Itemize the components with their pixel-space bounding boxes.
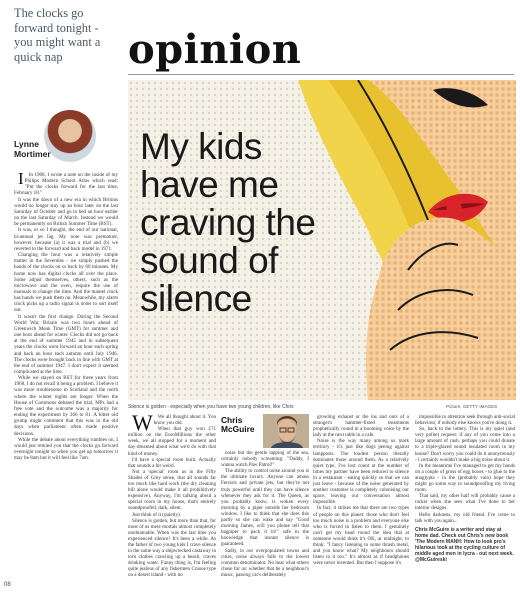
article-paragraph: When that guy won £71 million on the EuroMillions the other week, we all stopped for a moment and day-dreamed about what we'd do with that kind of money.	[128, 426, 216, 457]
article-paragraph: Noise is the way many among us mark territory - it's just like dogs peeing against lampposts. The loudest person literally dominates those around them. As a relatively quiet type, I've lost count at the number of times my partner have been reduced to silence in a restaurant - eating quickly so that we can just leave - because of the noise generated by another customer is completely colonising our space, leaving our conversation almost impossible.	[313, 438, 409, 506]
article-paragraph: Not a 'special' room as in the Fifty Shades of Grey sense, that all sounds far too much like hard work (the dry cleaning bill alone would make it all prohibitively expensive). Anyway, I'm talking about a special room in my house, that's entirely soundproofed, dark, silent.	[128, 468, 216, 512]
columnist-last-name: McGuire	[221, 424, 255, 434]
article-paragraph: I'd have a special room built. Actually that sounds a bit weird.	[128, 456, 216, 469]
left-paragraph: While the debate about everything rumbles on, I would just remind you that the clocks go forward overnight tonight so when you get up tomorrow it may be 8am but it will feel like 7am.	[14, 436, 118, 462]
article-paragraph: The ability to control noise around you is the ultimate luxury. Anyone can amass Ferraris and private jets, but they're not truly powerful until they can have silence whenever they ask for it. The Queen, as you probably know, is woken every morning by a piper outside her bedroom window. I like to think that she does this partly so she can wake and say "Good morning James, will you please tell that bagpiper to pack it in!" safe in the knowledge that instant silence is guaranteed.	[221, 468, 309, 548]
headline-line: have me	[140, 164, 279, 205]
article-paragraph: In the meantime I've managed to get my hands on a couple of gross of egg boxes - to glue to the anaglypta - in the (probably vain) hope they might go some way to soundproofing my living room.	[415, 462, 515, 494]
headline-line: craving the	[140, 202, 316, 243]
article-paragraph: Sadly, in our overpopulated towns and cities, noise always falls to the lowest common denominator. No hear what others chose for us: whether that be a neighbour's music, passing car's deliberately	[221, 547, 309, 578]
left-paragraph	[14, 169, 118, 197]
header-divider	[128, 74, 514, 75]
left-paragraph: It was, or so I thought, the end of our national, bi-annual jet lag. My note was premature, however, because (a) it was a trial and (b) we reverted to the forward and back model in 1971.	[14, 227, 118, 252]
drop-cap: W	[132, 410, 153, 435]
author-byline	[14, 140, 51, 159]
section-title: opinion	[128, 26, 302, 73]
headline-line: sound of	[140, 240, 278, 281]
article-column-1	[128, 410, 216, 579]
article-column-2	[221, 450, 309, 578]
columnist-bio: Chris McGuire is a writer and stay at home dad. Check out Chris's new book 'The Modern MANH: How to look pro's hilarious look at the cycling culture of middle aged men in lycra - out next week. @McGuireski	[415, 526, 514, 564]
article-paragraph: noise but the gentle lapping of the sea, certainly nobody screaming: "Daddy, I wanna watch Paw Patrol!"	[221, 450, 309, 469]
author-last-name: Mortimer	[14, 148, 51, 159]
left-column	[0, 0, 118, 598]
columnist-first-name: Chris	[221, 415, 243, 425]
article-column-3	[313, 414, 409, 566]
left-paragraph: It was the dawn of a new era in which Britons would no longer stay up an hour later on the last Saturday of October and go to bed an hour earlier on the last Saturday of March. Instead we would be permanently on British Summer Time (BST).	[14, 196, 118, 228]
article-paragraph: growling exhaust or the ins and outs of a stranger's hammer-fisted treatments prophetically round in a booming voice by the lady at the next table in a cafe.	[313, 414, 409, 439]
author-avatar	[44, 110, 96, 162]
article-paragraph: Hello darkness, my old friend. I've come to talk with you again...	[415, 511, 515, 524]
image-credit: Picture: GETTY IMAGES	[446, 404, 498, 409]
drop-cap: I	[18, 169, 24, 188]
headline-line: silence	[140, 278, 252, 319]
promo-headline: The clocks go forward tonight - you might want a quick nap	[14, 6, 101, 64]
left-article-body	[14, 169, 118, 462]
columnist-photo	[263, 414, 309, 448]
columnist-byline	[221, 416, 255, 434]
author-first-name: Lynne	[14, 139, 39, 149]
article-paragraph: impossible to attention seek through anti-social behaviour, if nobody else knows you're doing it.	[415, 414, 515, 427]
article-paragraph: Just think of it (quietly).	[132, 511, 181, 518]
article-headline	[140, 128, 340, 318]
article-paragraph-text: We all thought about it. You know you did.	[153, 414, 216, 427]
article-column-4	[415, 414, 515, 563]
page-number: 08	[4, 582, 11, 588]
headline-line: My kids	[140, 126, 262, 167]
left-paragraph: Changing the hour was a relatively simple matter in the Seventies - we simply pushed the hands of the clocks on or back by 60 minutes. My home now has digital clocks all over the place. Some adjust themselves, others, such as the microwave and the oven, require the use of manuals to change the time. And the mantel clock has hands we push them on. Meanwhile, my alarm clock picks up a radio signal in order to sort itself out.	[14, 252, 118, 314]
left-paragraph: It wasn't the first change. During the Second World War, Britain was two hours ahead of Greenwich Mean Time (GMT) for summer and one hour ahead for winter. Clocks did not go back at the end of summer 1945 and in subsequent years the clocks went forward an hour each spring and back an hour each autumn until July 1946. The clocks were brought back in line with GMT at the end of summer 1947. I don't expect it seemed complicated at the time.	[14, 313, 118, 375]
article-paragraph	[128, 410, 216, 435]
left-paragraph-text: In 1968, I wrote a note on the inside of my Philips Modern School Atlas which read: "Put the clocks forward for the last time, February 18."	[14, 172, 118, 197]
article-paragraph: That said, my other half will probably cause a racket when she sees what I've done to her interior designs.	[415, 493, 515, 512]
article-paragraph: Silence is golden, but more than that, for most of us mere mortals almost completely unobtainable. When was the last time you experienced silence? It's been a while. As the father of two young kids I crave silence in the same way a shipwrecked castaway in torn clothes crawling up a beach, craves drinking water. Funny thing is, I'm feeling quite jealous of any fishermen Crusoe type on a desert island - with no	[128, 517, 216, 579]
article-paragraph: In fact, it strikes me that there are two types of people on this planet: those who don't feel too much noise is a problem and everyone else who is forced to listen to them. I genuinely can't get my head round the idea that at someone would think it's OK, at midnight, to think: "I fancy listening to some thrash metal, and you know what? My neighbours should listen to it too." It's almost as if headphones were never invented. But then I suppose it's	[313, 505, 409, 567]
article-paragraph: So, back to the lottery. This is my quiet (and very polite) request: if any of you come into a large amount of cash, perhaps you could donate to a triple-glazed sound insulated room in my house? Don't worry you could do it anonymously - I certainly wouldn't make a big noise about it.	[415, 426, 515, 463]
left-paragraph: While we stayed on BST for three years from 1968, I do not recall it being a problem. I believe it was more troublesome in Scotland and the north where the winter nights are longer. When the House of Commons debated the trial, MPs had a free vote and the outcome was a majority for ending the experiment by 366 to 81. A bitter old grump might comment that this was in the old days when parliament often made positive decisions.	[14, 375, 118, 437]
image-caption: Silence is golden - especially when you have two young children, like Chris	[128, 404, 294, 410]
